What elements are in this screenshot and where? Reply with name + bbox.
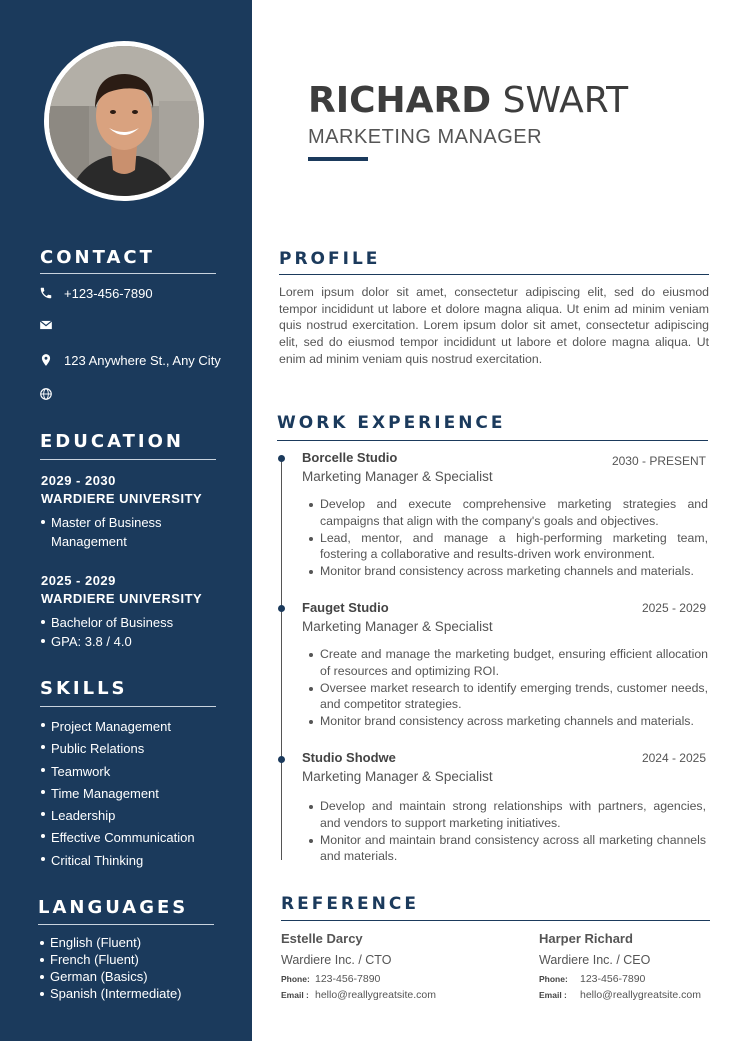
job-title: Marketing Manager & Specialist bbox=[302, 619, 493, 634]
contact-phone: +123-456-7890 bbox=[64, 286, 153, 301]
sidebar bbox=[0, 0, 252, 1041]
job-bullets bbox=[320, 798, 706, 865]
list-item: Monitor and maintain brand consistency across all marketing channels and materials. bbox=[320, 832, 706, 864]
role-underline bbox=[308, 157, 368, 161]
timeline-dot bbox=[278, 756, 285, 763]
skills-divider bbox=[40, 706, 216, 707]
job-company: Borcelle Studio bbox=[302, 450, 398, 465]
skills-list bbox=[51, 716, 231, 872]
first-name: RICHARD bbox=[308, 80, 492, 121]
list-item: Effective Communication bbox=[51, 827, 231, 849]
timeline-dot bbox=[278, 455, 285, 462]
education-school: WARDIERE UNIVERSITY bbox=[41, 491, 203, 506]
reference-phone-label: Phone: bbox=[539, 974, 568, 984]
education-heading: EDUCATION bbox=[40, 431, 184, 452]
profile-heading: PROFILE bbox=[279, 249, 381, 269]
education-years: 2025 - 2029 bbox=[41, 573, 116, 588]
last-name: SWART bbox=[502, 80, 629, 121]
list-item: Monitor brand consistency across marketing channels and materials. bbox=[320, 563, 708, 580]
reference-name: Estelle Darcy bbox=[281, 931, 363, 946]
job-dates: 2024 - 2025 bbox=[641, 751, 706, 765]
reference-org: Wardiere Inc. / CTO bbox=[281, 953, 392, 967]
education-divider bbox=[40, 459, 216, 460]
profile-divider bbox=[279, 274, 709, 275]
reference-heading: REFERENCE bbox=[281, 894, 419, 914]
languages-heading: LANGUAGES bbox=[38, 897, 189, 918]
reference-phone-label: Phone: bbox=[281, 974, 310, 984]
job-bullets bbox=[320, 496, 708, 580]
contact-address: 123 Anywhere St., Any City bbox=[64, 353, 221, 368]
reference-email: hello@reallygreatsite.com bbox=[315, 989, 436, 1001]
list-item: German (Basics) bbox=[50, 968, 230, 985]
work-divider bbox=[277, 440, 708, 441]
education-items bbox=[51, 513, 201, 551]
job-dates: 2030 - PRESENT bbox=[611, 454, 706, 468]
job-title: Marketing Manager & Specialist bbox=[302, 469, 493, 484]
profile-text: Lorem ipsum dolor sit amet, consectetur adipiscing elit, sed do eiusmod tempor incididunt ut labore et dolore magna aliqua. Ut enim ad minim veniam quis nostrud exercitation. Lorem ipsum dolor sit amet, consectetur adipiscing elit, sed do eiusmod tempor incididunt ut labore et dolore magna aliqua. Ut enim ad minim veniam quis nostrud exercitation. bbox=[279, 285, 709, 366]
list-item: Critical Thinking bbox=[51, 850, 231, 872]
list-item: French (Fluent) bbox=[50, 951, 230, 968]
reference-divider bbox=[281, 920, 710, 921]
list-item: Spanish (Intermediate) bbox=[50, 985, 230, 1002]
reference-email-label: Email : bbox=[281, 990, 309, 1000]
education-items bbox=[51, 613, 231, 651]
education-school: WARDIERE UNIVERSITY bbox=[41, 591, 203, 606]
person-photo-illustration bbox=[49, 46, 199, 196]
contact-divider bbox=[40, 273, 216, 274]
reference-name: Harper Richard bbox=[539, 931, 633, 946]
list-item: Project Management bbox=[51, 716, 231, 738]
list-item: Lead, mentor, and manage a high-performing marketing team, fostering a collaborative and results-driven work environment. bbox=[320, 530, 708, 562]
profile-photo bbox=[44, 41, 204, 201]
list-item: Create and manage the marketing budget, ensuring efficient allocation of resources and optimizing ROI. bbox=[320, 647, 708, 678]
reference-email-label: Email : bbox=[539, 990, 567, 1000]
job-role: MARKETING MANAGER bbox=[308, 126, 543, 148]
list-item: Time Management bbox=[51, 783, 231, 805]
location-icon bbox=[39, 352, 53, 368]
job-dates: 2025 - 2029 bbox=[641, 601, 706, 615]
list-item: Oversee market research to identify emerging trends, customer needs, and competitor strategies. bbox=[320, 680, 708, 712]
reference-org: Wardiere Inc. / CEO bbox=[539, 953, 651, 967]
job-company: Studio Shodwe bbox=[302, 750, 396, 765]
education-years: 2029 - 2030 bbox=[41, 473, 116, 488]
list-item: Develop and execute comprehensive marketing strategies and campaigns that align with the company's goals and objectives. bbox=[320, 497, 708, 528]
candidate-name bbox=[308, 80, 628, 121]
reference-phone: 123-456-7890 bbox=[580, 973, 646, 985]
list-item: Bachelor of Business bbox=[51, 613, 231, 632]
timeline-dot bbox=[278, 605, 285, 612]
list-item: Master of Business Management bbox=[51, 513, 201, 551]
reference-phone: 123-456-7890 bbox=[315, 973, 381, 985]
timeline-line bbox=[281, 458, 282, 860]
list-item: Monitor brand consistency across marketing channels and materials. bbox=[320, 713, 708, 730]
list-item: Teamwork bbox=[51, 761, 231, 783]
list-item: GPA: 3.8 / 4.0 bbox=[51, 632, 231, 651]
list-item: Public Relations bbox=[51, 738, 231, 760]
languages-divider bbox=[38, 924, 214, 925]
contact-heading: CONTACT bbox=[40, 247, 155, 268]
list-item: Leadership bbox=[51, 805, 231, 827]
reference-email: hello@reallygreatsite.com bbox=[580, 989, 701, 1001]
languages-list bbox=[50, 934, 230, 1002]
globe-icon bbox=[39, 387, 53, 401]
job-bullets bbox=[320, 646, 708, 730]
phone-icon bbox=[39, 286, 53, 300]
email-icon bbox=[39, 318, 53, 332]
list-item: Develop and maintain strong relationships with partners, agencies, and vendors to support marketing initiatives. bbox=[320, 799, 706, 830]
job-company: Fauget Studio bbox=[302, 600, 389, 615]
work-heading: WORK EXPERIENCE bbox=[277, 413, 506, 433]
job-title: Marketing Manager & Specialist bbox=[302, 769, 493, 784]
skills-heading: SKILLS bbox=[40, 678, 128, 699]
list-item: English (Fluent) bbox=[50, 934, 230, 951]
